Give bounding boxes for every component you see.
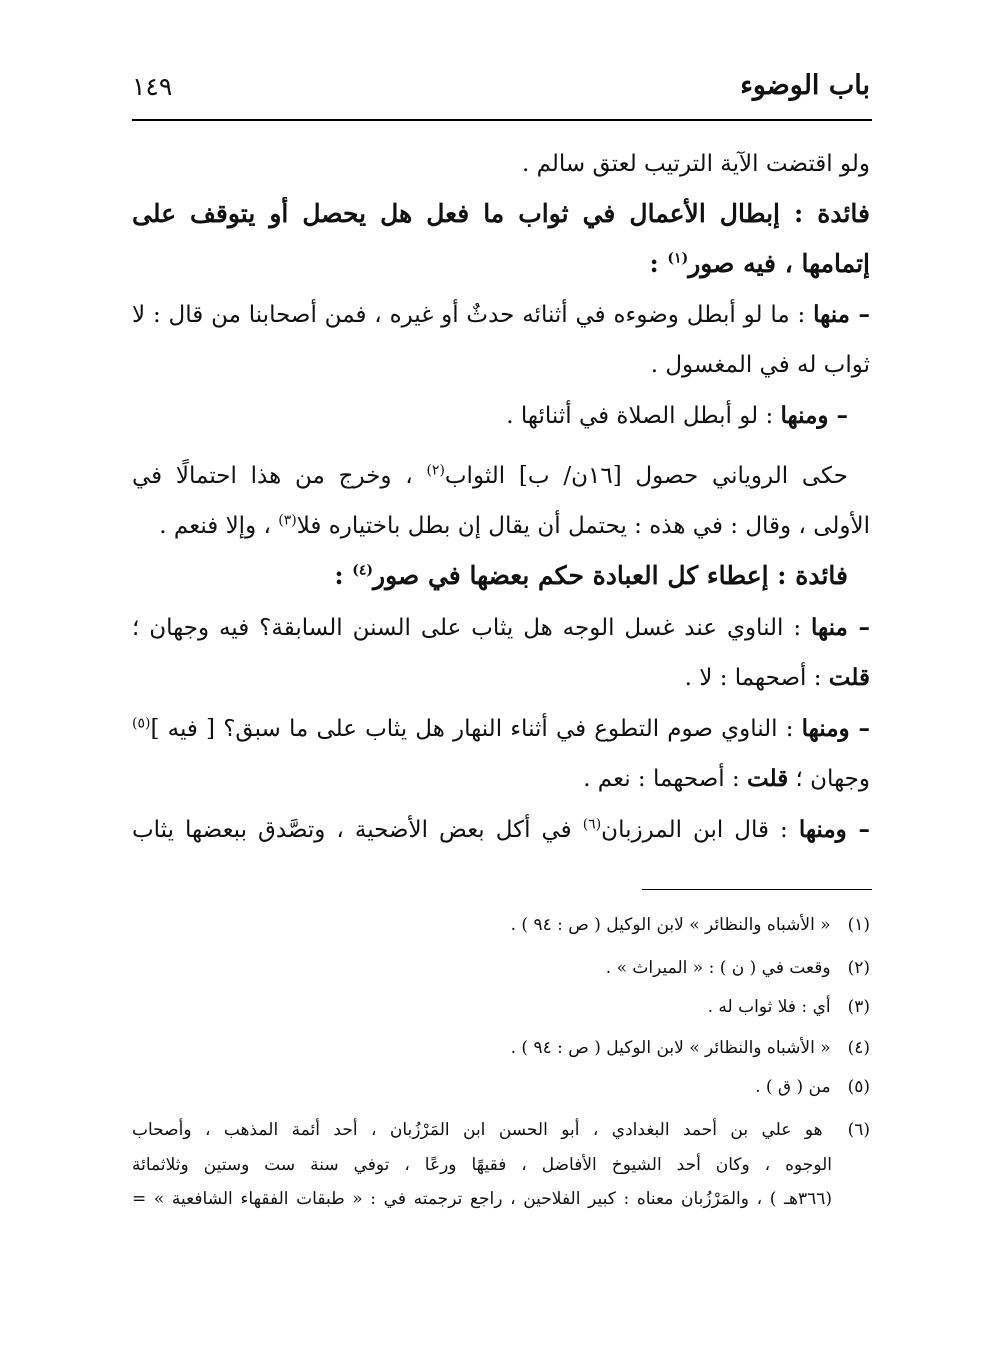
footnote-1: (١) « الأشباه والنظائر » لابن الوكيل ( ص : ٩٤ ) . (510, 915, 870, 935)
footnote-ref-3: (٣) (278, 512, 297, 529)
body-line-12: – ومنها : الناوي صوم التطوع في أثناء النهار هل يثاب على ما سبق؟ [ فيه ]$^{(٥)}$ (132, 715, 870, 742)
body-line-10: – منها : الناوي عند غسل الوجه هل يثاب على السنن السابقة؟ فيه وجهان ؛ (132, 614, 870, 641)
footnote-5: (٥) من ( ق ) . (755, 1077, 870, 1097)
header-divider (132, 119, 872, 121)
footnote-2: (٢) وقعت في ( ن ) : « الميراث » . (605, 958, 870, 978)
body-line-4: – منها : ما لو أبطل وضوءه في أثنائه حدثٌ أو غيره ، فمن أصحابنا من قال : لا (132, 301, 870, 328)
footnote-4: (٤) « الأشباه والنظائر » لابن الوكيل ( ص : ٩٤ ) . (510, 1038, 870, 1058)
body-line-1: ولو اقتضت الآية الترتيب لعتق سالم . (521, 151, 870, 177)
chapter-title: باب الوضوء (740, 70, 870, 101)
footnote-divider (642, 889, 872, 890)
footnote-3: (٣) أي : فلا ثواب له . (707, 997, 870, 1017)
heading-ibtal-al-amal: فائدة : إبطال الأعمال في ثواب ما فعل هل يحصل أو يتوقف على (132, 199, 870, 228)
body-line-14: – ومنها : قال ابن المرزبان$^{(٦)}$ في أكل بعض الأضحية ، وتصَّدق ببعضها يثاب (132, 816, 870, 843)
body-line-11: قلت : أصحهما : لا . (684, 664, 870, 691)
body-line-8: الأولى ، وقال : في هذه : يحتمل أن يقال إن بطل باختياره فلا$^{(٣)}$ ، وإلا فنعم . (159, 512, 870, 539)
footnote-6-line-3: (٣٦٦هـ ) ، والمَرْزُبان معناه : كبير الفلاحين ، راجع ترجمته في : « طبقات الفقهاء الشافعية » = (132, 1189, 832, 1209)
body-line-13: وجهان ؛ قلت : أصحهما : نعم . (583, 765, 870, 792)
footnote-ref-2: (٢) (426, 462, 445, 479)
footnote-ref-4: (٤) (352, 562, 374, 579)
footnote-6-line-2: الوجوه ، وكان أحد الشيوخ الأفاضل ، فقيهًا ورعًا ، توفي سنة ست وستين وثلاثمائة (132, 1155, 832, 1175)
body-line-6: – ومنها : لو أبطل الصلاة في أثنائها . (506, 402, 848, 429)
footnote-ref-6: (٦) (582, 816, 602, 833)
page-number: ١٤٩ (132, 72, 173, 101)
footnote-ref-5: (٥) (132, 715, 151, 732)
heading-ibtal-continued: إتمامها ، فيه صور$^{(١)}$ : (649, 249, 870, 278)
body-line-7: حكى الروياني حصول [١٦ن/ ب] الثواب$^{(٢)}$ ، وخرج من هذا احتمالًا في (132, 462, 848, 489)
body-line-5: ثواب له في المغسول . (650, 352, 870, 378)
heading-itaa-kull-al-ibada: فائدة : إعطاء كل العبادة حكم بعضها في صور$^{(٤)}$ : (334, 561, 848, 590)
footnote-6: (٦) هو علي بن أحمد البغدادي ، أبو الحسن ابن المَرْزُبان ، أحد أئمة المذهب ، وأصحاب (132, 1120, 870, 1140)
footnote-ref-1: (١) (667, 250, 689, 267)
